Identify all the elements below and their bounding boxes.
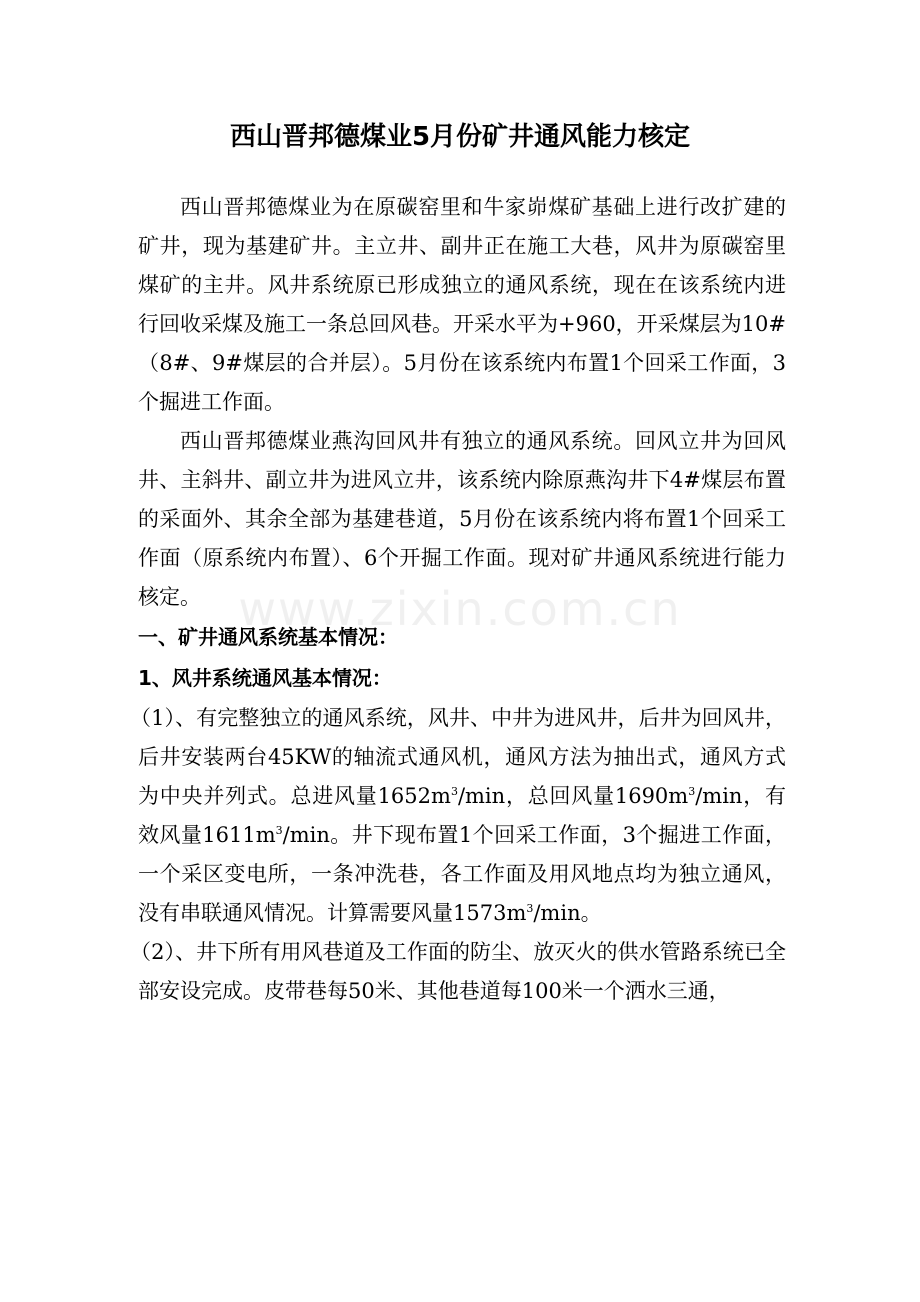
list-item-1-text-a: （1）、有完整独立的通风系统，风井、中井为进风井，后井为回风井，后井安装两台45KW的轴流式通风机，通风方法为抽出式，通风方式为中央并列式。总进风量1652m xyxy=(130,706,786,808)
superscript-3: 3 xyxy=(526,902,534,915)
watermark: www.zixin.com.cn xyxy=(238,582,682,636)
superscript-3: 3 xyxy=(275,824,283,837)
superscript-3: 3 xyxy=(450,785,458,798)
subsection-heading: 1、风井系统通风基本情况： xyxy=(138,666,392,690)
list-item-1-text-c: /min，有效风量1611m xyxy=(138,784,786,847)
list-item-1-text-d: /min。井下现布置1个回采工作面，3个掘进工作面，一个采区变电所，一条冲洗巷，各工作面及用风地点均为独立通风，没有串联通风情况。计算需要风量1573m xyxy=(138,823,786,925)
paragraph-2: 西山晋邦德煤业燕沟回风井有独立的通风系统。回风立井为回风井、主斜井、副立井为进风立井，该系统内除原燕沟井下4#煤层布置的采面外、其余全部为基建巷道，5月份在该系统内将布置1个回采工作面（原系统内布置）、6个开掘工作面。现对矿井通风系统进行能力核定。 xyxy=(138,429,786,609)
list-item-2 xyxy=(130,933,786,1011)
document-title: 西山晋邦德煤业5月份矿井通风能力核定 xyxy=(229,122,691,152)
paragraph-1: 西山晋邦德煤业为在原碳窑里和牛家峁煤矿基础上进行改扩建的矿井，现为基建矿井。主立井、副井正在施工大巷，风井为原碳窑里煤矿的主井。风井系统原已形成独立的通风系统，现在在该系统内进行回收采煤及施工一条总回风巷。开采水平为+960，开采煤层为10#（8#、9#煤层的合并层）。5月份在该系统内布置1个回采工作面，3个掘进工作面。 xyxy=(138,195,786,414)
list-item-2-text: （2）、井下所有用风巷道及工作面的防尘、放灭火的供水管路系统已全部安设完成。皮带巷每50米、其他巷道每100米一个洒水三通， xyxy=(130,940,786,1003)
list-item-1 xyxy=(130,699,786,933)
document-body xyxy=(130,188,786,1011)
list-item-1-text-e: /min。 xyxy=(533,901,602,925)
superscript-3: 3 xyxy=(688,785,696,798)
section-heading: 一、矿井通风系统基本情况： xyxy=(138,625,398,649)
list-item-1-text-b: /min，总回风量1690m xyxy=(457,784,689,808)
